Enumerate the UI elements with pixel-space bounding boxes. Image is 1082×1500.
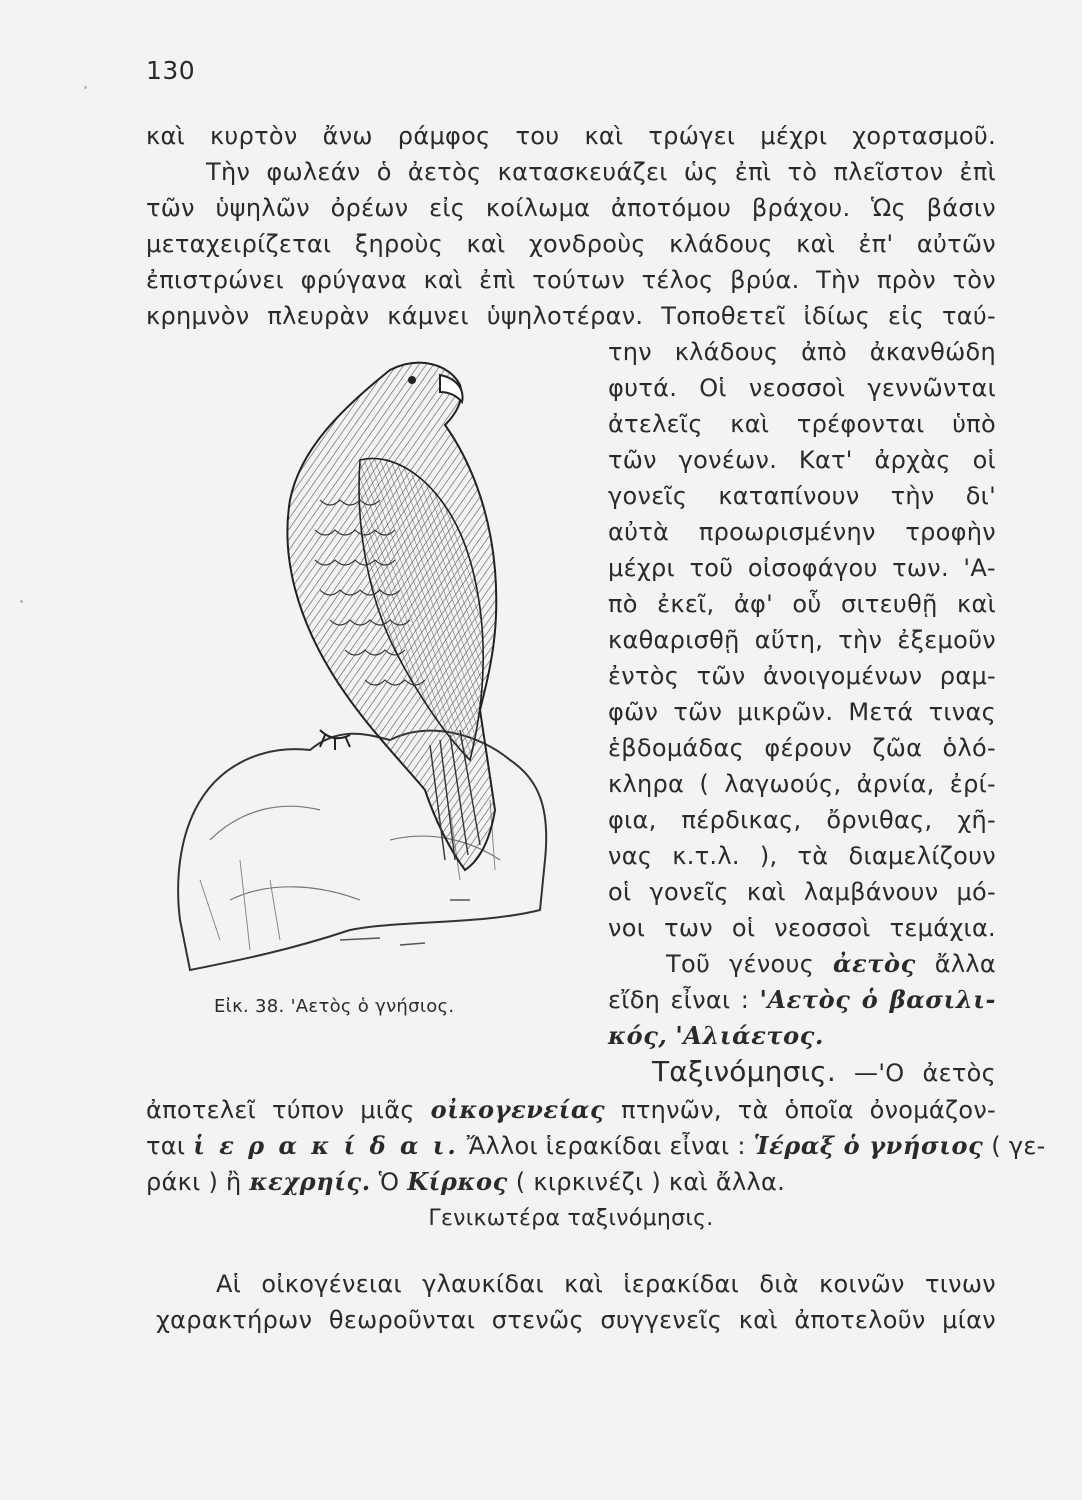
text-run: Τοῦ γένους [666,950,815,978]
text-line: φυτά. Οἱ νεοσσοὶ γεννῶνται [608,374,996,402]
text-line: Αἱ οἰκογένειαι γλαυκίδαι καὶ ἱερακίδαι διὰ κοινῶν τινων [216,1270,996,1298]
eagle-drawing [150,340,600,990]
text-run: —'Ο ἀετὸς [854,1059,996,1087]
taxon-name: Κίρκος [407,1167,508,1196]
text-line: νοι των οἱ νεοσσοὶ τεμάχια. [608,914,996,942]
text-run: Ὁ [378,1168,400,1196]
rock-shape [178,731,546,970]
text-line: κληρα ( λαγωούς, ἀρνία, ἐρί- [608,770,996,798]
taxon-name: κός, [608,1021,668,1050]
text-line [146,1092,996,1128]
text-line: καὶ κυρτὸν ἄνω ράμφος του καὶ τρώγει μέχρι χορτασμοῦ. [146,122,996,150]
text-line: χαρακτήρων θεωροῦνται στενῶς συγγενεῖς καὶ ἀποτελοῦν μίαν [156,1306,996,1334]
taxon-name: οἰκογενείας [430,1095,606,1124]
text-run: ράκι ) ἢ [146,1168,242,1196]
page-number: 130 [146,56,196,85]
text-line: οἱ γονεῖς καὶ λαμβάνουν μό- [608,878,996,906]
text-line: πὸ ἐκεῖ, ἀφ' οὗ σιτευθῇ καὶ [608,590,996,618]
subsection-heading: Γενικωτέρα ταξινόμησις. [428,1206,714,1231]
text-line [608,1018,996,1054]
text-line: ἑβδομάδας φέρουν ζῶα ὁλό- [608,734,996,762]
text-line: μέχρι τοῦ οἰσοφάγου των. 'Α- [608,554,996,582]
figure-caption: Εἰκ. 38. 'Αετὸς ὁ γνήσιος. [214,996,455,1017]
eagle-illustration [150,340,600,990]
eagle-eye [408,376,416,384]
paper-speck [84,86,87,89]
text-line: φῶν τῶν μικρῶν. Μετά τινας [608,698,996,726]
text-line: μεταχειρίζεται ξηροὺς καὶ χονδροὺς κλάδους καὶ ἐπ' αὐτῶν [146,230,996,258]
text-run: εἴδη εἶναι : [608,986,750,1014]
text-line [666,946,996,982]
text-run: ἀποτελεῖ τύπον μιᾶς [146,1096,415,1124]
text-line: νας κ.τ.λ. ), τὰ διαμελίζουν [608,842,996,870]
section-heading-line [652,1052,996,1093]
taxon-name: 'Αλιάετος. [675,1021,824,1050]
text-line: τῶν γονέων. Κατ' ἀρχὰς οἱ [608,446,996,474]
taxon-name: Ἱέραξ ὁ γνήσιος [753,1131,984,1160]
text-run: Ἄλλοι ἱερακίδαι εἶναι : [466,1132,746,1160]
paper-speck [20,600,23,603]
text-line [146,1164,996,1200]
text-run: πτηνῶν, τὰ ὁποῖα ὀνομάζον- [621,1096,996,1124]
text-run: ( γε- [991,1132,1046,1160]
text-line: γονεῖς καταπίνουν τὴν δι' [608,482,996,510]
text-line [608,982,996,1018]
text-line [146,1128,1046,1164]
text-run: ἄλλα [934,950,996,978]
section-heading: Ταξινόμησις. [652,1055,836,1088]
taxon-name: 'Αετὸς ὁ βασιλι- [759,985,997,1014]
text-line: Τὴν φωλεάν ὁ ἀετὸς κατασκευάζει ὡς ἐπὶ τὸ πλεῖστον ἐπὶ [206,158,996,186]
taxon-name: κεχρηίς. [249,1167,371,1196]
text-run: ( κιρκινέζι ) καὶ ἄλλα. [515,1168,786,1196]
text-line: ἐπιστρώνει φρύγανα καὶ ἐπὶ τούτων τέλος βρύα. Τὴν πρὸν τὸν [146,266,996,294]
text-line: την κλάδους ἀπὸ ἀκανθώδη [608,338,996,366]
text-line: φια, πέρδικας, ὄρνιθας, χῆ- [608,806,996,834]
text-line: καθαρισθῇ αὕτη, τὴν ἐξεμοῦν [608,626,996,654]
taxon-name: ἱ ε ρ α κ ί δ α ι. [193,1131,459,1160]
text-line: ἀτελεῖς καὶ τρέφονται ὑπὸ [608,410,996,438]
text-line: ἐντὸς τῶν ἀνοιγομένων ραμ- [608,662,996,690]
text-line: τῶν ὑψηλῶν ὀρέων εἰς κοίλωμα ἀποτόμου βράχου. Ὡς βάσιν [146,194,996,222]
text-line: αὐτὰ προωρισμένην τροφὴν [608,518,996,546]
text-line: κρημνὸν πλευρὰν κάμνει ὑψηλοτέραν. Τοποθετεῖ ἰδίως εἰς ταύ- [146,302,996,330]
taxon-name: ἀετὸς [833,949,916,978]
text-run: ται [146,1132,186,1160]
